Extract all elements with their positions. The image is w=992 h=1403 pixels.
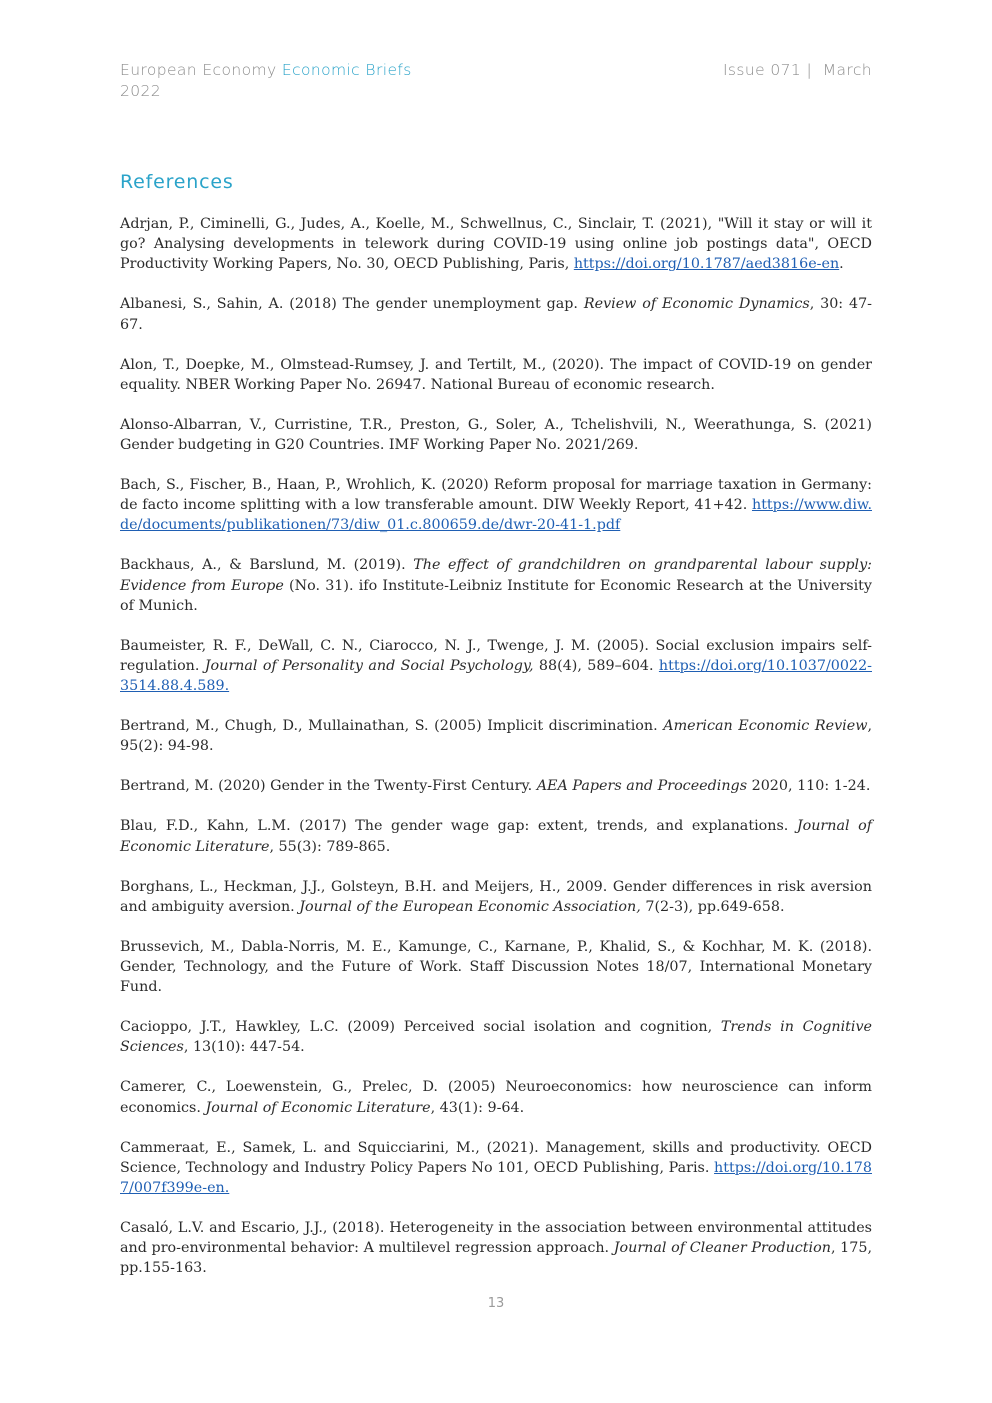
- reference-item: [120, 636, 872, 697]
- reference-text: Alonso-Albarran, V., Curristine, T.R., Preston, G., Soler, A., Tchelishvili, N., Weerathunga, S. (2021) Gender budgeting in G20 Countries. IMF Working Paper No. 2021/269.: [120, 416, 872, 454]
- reference-text: , 13(10): 447-54.: [183, 1039, 305, 1056]
- series-name: Economic Briefs: [281, 61, 412, 79]
- issue-info: [723, 60, 872, 81]
- reference-link[interactable]: https://doi.org/10.1787/007f399e-en.: [120, 1159, 872, 1197]
- section-title: References: [120, 171, 234, 193]
- reference-list: [120, 214, 872, 1298]
- reference-text: Alon, T., Doepke, M., Olmstead-Rumsey, J. and Tertilt, M., (2020). The impact of COVID-19 on gender equality. NBER Working Paper No. 26947. National Bureau of economic research.: [120, 356, 872, 393]
- reference-text: Backhaus, A., & Barslund, M. (2019).: [120, 557, 414, 574]
- reference-item: [120, 355, 872, 395]
- reference-text: Bertrand, M. (2020) Gender in the Twenty-First Century.: [120, 778, 537, 795]
- reference-item: [120, 816, 872, 856]
- reference-item: [120, 716, 872, 756]
- reference-item: [120, 1218, 872, 1279]
- reference-item: [120, 776, 872, 796]
- reference-text: 88(4), 589–604.: [533, 658, 659, 675]
- reference-link[interactable]: https://doi.org/10.1787/aed3816e-en: [573, 256, 840, 273]
- reference-text: 2020, 110: 1-24.: [747, 778, 871, 795]
- issue-month: March: [822, 61, 872, 79]
- reference-item: [120, 415, 872, 455]
- reference-item: [120, 1138, 872, 1199]
- reference-text: Bach, S., Fischer, B., Haan, P., Wrohlich, K. (2020) Reform proposal for marriage taxation in Germany: de facto income splitting with a low transferable amount. DIW Weekly Report, 41+42.: [120, 477, 872, 514]
- reference-text: Camerer, C., Loewenstein, G., Prelec, D. (2005) Neuroeconomics: how neuroscience can inform economics.: [120, 1079, 872, 1116]
- reference-text: Cacioppo, J.T., Hawkley, L.C. (2009) Perceived social isolation and cognition,: [120, 1019, 721, 1036]
- reference-text: Blau, F.D., Kahn, L.M. (2017) The gender wage gap: extent, trends, and explanations.: [120, 818, 797, 835]
- reference-item: [120, 294, 872, 334]
- reference-text: , 43(1): 9-64.: [430, 1099, 525, 1116]
- reference-item: [120, 475, 872, 536]
- reference-source: The effect of grandchildren on grandparental labour supply: Evidence from Europe: [120, 557, 872, 594]
- reference-item: [120, 555, 872, 616]
- reference-text: Albanesi, S., Sahin, A. (2018) The gender unemployment gap.: [120, 296, 584, 313]
- reference-source: Trends in Cognitive Sciences: [120, 1019, 872, 1056]
- reference-text: , 30: 47-67.: [120, 296, 873, 333]
- series-prefix: European Economy: [120, 61, 277, 79]
- reference-text: , 175, pp.155-163.: [120, 1240, 873, 1277]
- reference-source: Journal of Economic Literature: [120, 818, 872, 855]
- reference-text: 7(2-3), pp.649-658.: [640, 898, 785, 915]
- reference-item: [120, 1077, 872, 1117]
- reference-text: , 55(3): 789-865.: [269, 838, 391, 855]
- reference-text: Cammeraat, E., Samek, L. and Squicciarini, M., (2021). Management, skills and productivity. OECD Science, Technology and Industry Policy Papers No 101, OECD Publishing, Paris.: [120, 1139, 872, 1176]
- reference-item: [120, 1017, 872, 1057]
- reference-source: Review of Economic Dynamics: [583, 296, 810, 313]
- reference-link[interactable]: https://www.diw.de/documents/publikationen/73/diw_01.c.800659.de/dwr-20-41-1.pdf: [120, 497, 872, 534]
- reference-text: Brussevich, M., Dabla-Norris, M. E., Kamunge, C., Karnane, P., Khalid, S., & Kochhar, M. K. (2018). Gender, Technology, and the Future of Work. Staff Discussion Notes 18/07, International Monetary Fund.: [120, 938, 872, 996]
- issue-year: 2022: [120, 82, 162, 100]
- reference-text: Casaló, L.V. and Escario, J.J., (2018). Heterogeneity in the association between environmental attitudes and pro-environmental behavior: A multilevel regression approach.: [120, 1220, 872, 1257]
- page-number: 13: [487, 1296, 505, 1311]
- reference-text: Adrjan, P., Ciminelli, G., Judes, A., Koelle, M., Schwellnus, C., Sinclair, T. (2021), "Will it stay or will it go? Analysing developments in telework during COVID-19 using online job postings data", OECD Productivity Working Papers, No. 30, OECD Publishing, Paris,: [120, 216, 872, 273]
- reference-source: Journal of Personality and Social Psychology,: [204, 658, 534, 675]
- reference-text: Borghans, L., Heckman, J.J., Golsteyn, B.H. and Meijers, H., 2009. Gender differences in risk aversion and ambiguity aversion.: [120, 878, 872, 915]
- reference-item: [120, 214, 872, 275]
- reference-source: AEA Papers and Proceedings: [536, 778, 748, 795]
- page-header: [120, 60, 872, 102]
- reference-item: [120, 877, 872, 917]
- reference-source: American Economic Review: [663, 718, 868, 735]
- reference-source: Journal of the European Economic Association,: [299, 898, 641, 915]
- reference-link[interactable]: https://doi.org/10.1037/0022-3514.88.4.589.: [120, 658, 872, 695]
- reference-text: Bertrand, M., Chugh, D., Mullainathan, S. (2005) Implicit discrimination.: [120, 718, 664, 735]
- reference-text: Baumeister, R. F., DeWall, C. N., Ciarocco, N. J., Twenge, J. M. (2005). Social exclusion impairs self-regulation.: [120, 637, 872, 675]
- reference-item: [120, 937, 872, 998]
- reference-text: .: [839, 256, 844, 273]
- reference-text: (No. 31). ifo Institute-Leibniz Institute for Economic Research at the University of Munich.: [120, 577, 873, 614]
- issue-number: Issue 071 |: [722, 61, 813, 79]
- reference-source: Journal of Economic Literature: [205, 1099, 431, 1116]
- reference-source: Journal of Cleaner Production: [613, 1240, 831, 1257]
- reference-text: , 95(2): 94-98.: [120, 718, 873, 755]
